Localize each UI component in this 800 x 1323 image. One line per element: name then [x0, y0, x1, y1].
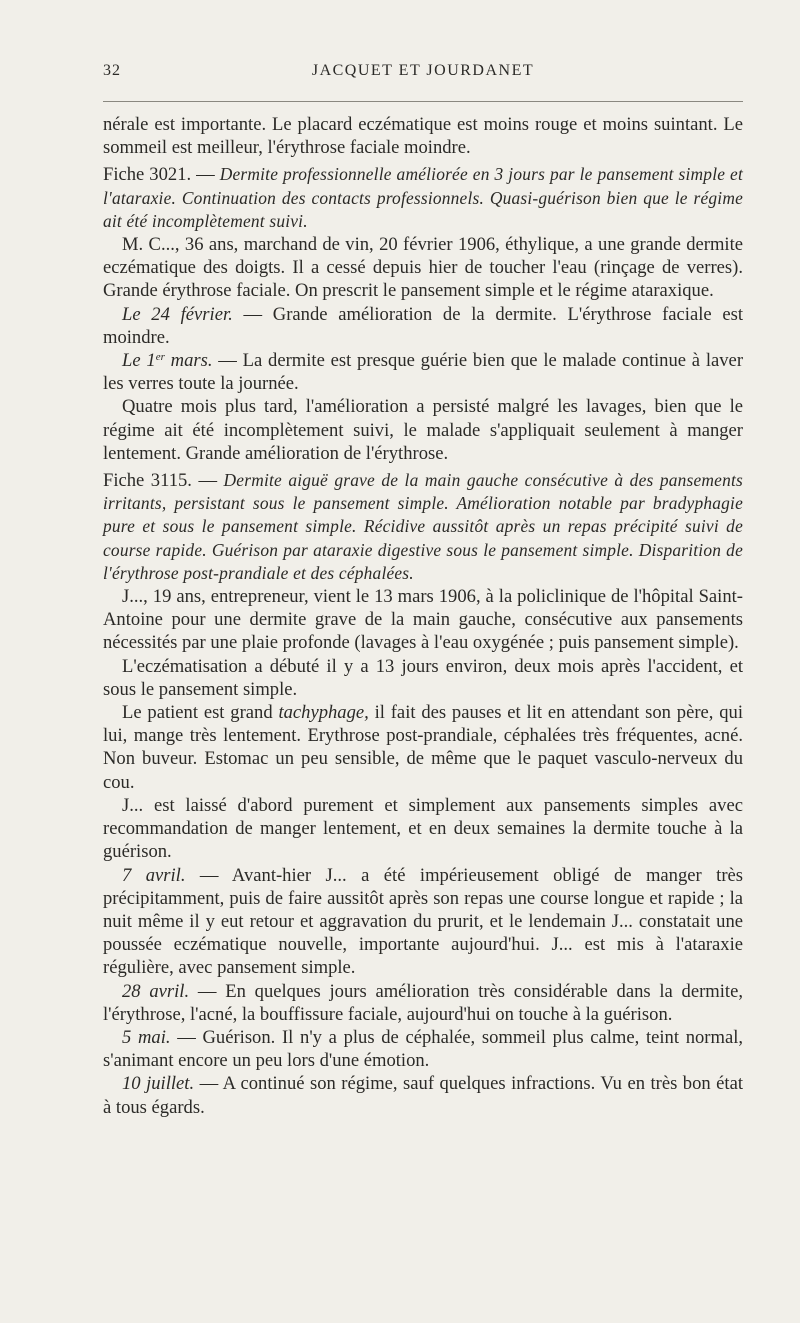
case-heading — [103, 163, 743, 233]
case-summary: Dermite professionnelle améliorée en 3 jours par le pansement simple et l'ataraxie. Continuation des contacts professionnels. Quasi-guérison bien que le régime ait été incomplètement suivi. — [103, 164, 743, 231]
entry-date: 5 mai. — [122, 1026, 171, 1048]
paragraph: Quatre mois plus tard, l'amélioration a persisté malgré les lavages, bien que le régime ait été incomplètement suivi, le malade s'appliquait seulement à manger lentement. Grande amélioration de l'érythrose. — [103, 396, 743, 464]
entry-date: Le 1er mars. — [122, 350, 213, 372]
paragraph: L'eczématisation a débuté il y a 13 jours environ, deux mois après l'accident, et sous le pansement simple. — [103, 655, 743, 700]
paragraph: J... est laissé d'abord purement et simplement aux pansements simples avec recommandation de manger lentement, et en deux semaines la dermite touche à la guérison. — [103, 794, 743, 863]
entry-date: 10 juillet. — [122, 1073, 195, 1095]
entry-date: 28 avril. — [122, 980, 190, 1002]
paragraph: J..., 19 ans, entrepreneur, vient le 13 mars 1906, à la policlinique de l'hôpital Saint-Antoine pour une dermite grave de la main gauche, consécutive aux pansements nécessités par une plaie profonde (lavages à l'eau oxygénée ; puis pansement simple). — [103, 586, 743, 654]
paragraph: Le patient est grand tachyphage, il fait des pauses et lit en attendant son père, qui lui, mange très lentement. Erythrose post-prandiale, céphalées très fréquentes, acné. Non buveur. Estomac un peu sensible, de même que le paquet vasculo-nerveux du cou. — [103, 702, 743, 793]
entry-date: 7 avril. — [122, 864, 186, 886]
entry-text: — Avant-hier J... a été impérieusement obligé de manger très précipitamment, puis de faire aussitôt après son repas une course longue et rapide ; la nuit même il y eut retour et aggravation du prurit, et le lendemain J... constatait une poussée eczématique nouvelle, importante aujourd'hui. J... est mis à l'ataraxie régulière, avec pansement simple. — [103, 864, 743, 979]
entry-text: — Grande amélioration de la dermite. L'érythrose faciale est moindre. — [103, 303, 743, 348]
entry-text: — En quelques jours amélioration très considérable dans la dermite, l'érythrose, l'acné, la bouffissure faciale, aujourd'hui on touche à la guérison. — [103, 980, 743, 1025]
page-number: 32 — [103, 62, 121, 79]
case-heading — [103, 469, 743, 585]
entry-date: Le 24 février. — [122, 303, 233, 325]
dated-entry — [103, 349, 743, 395]
emphasis: tachyphage, — [278, 702, 369, 724]
dated-entry — [103, 303, 743, 349]
dated-entry — [103, 864, 743, 980]
dated-entry — [103, 1026, 743, 1072]
case-summary: Dermite aiguë grave de la main gauche consécutive à des pansements irritants, persistant sous le pansement simple. Amélioration notable par bradyphagie pure et sous le pansement simple. Récidive aussitôt après un repas précipité suivi de course rapide. Guérison par ataraxie digestive sous le pansement simple. Disparition de l'érythrose post-prandiale et des céphalées. — [103, 470, 743, 583]
entry-text: — La dermite est presque guérie bien que le malade continue à laver les verres toute la journée. — [103, 350, 744, 395]
dated-entry — [103, 980, 743, 1026]
running-title: JACQUET ET JOURDANET — [311, 62, 535, 79]
paragraph: nérale est importante. Le placard eczématique est moins rouge et moins suintant. Le sommeil est meilleur, l'érythrose faciale moindre. — [103, 114, 743, 159]
dated-entry — [103, 1072, 743, 1118]
case-label: Fiche 3021. — — [103, 164, 220, 186]
entry-text: — A continué son régime, sauf quelques infractions. Vu en très bon état à tous égards. — [103, 1073, 744, 1118]
page-header — [103, 62, 743, 86]
case-label: Fiche 3115. — — [103, 470, 224, 492]
paragraph: M. C..., 36 ans, marchand de vin, 20 février 1906, éthylique, a une grande dermite eczématique des doigts. Il a cessé depuis hier de toucher l'eau (rinçage de verres). Grande érythrose faciale. On prescrit le pansement simple et le régime ataraxique. — [103, 234, 743, 302]
entry-text: — Guérison. Il n'y a plus de céphalée, sommeil plus calme, teint normal, s'animant encore un peu lors d'une émotion. — [103, 1026, 744, 1072]
header-rule — [103, 101, 743, 102]
page-body — [103, 113, 743, 1119]
